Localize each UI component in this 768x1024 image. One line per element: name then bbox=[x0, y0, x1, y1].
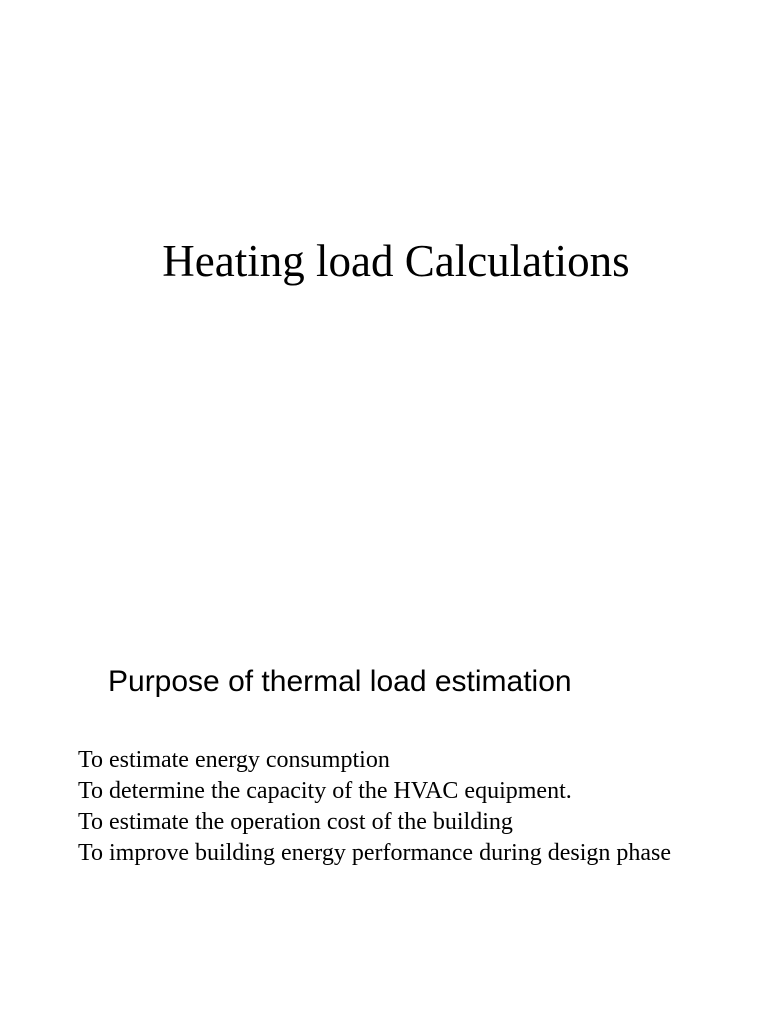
list-item: To estimate energy consumption bbox=[78, 747, 390, 773]
list-item: To improve building energy performance during design phase bbox=[78, 840, 672, 866]
page-title: Heating load Calculations bbox=[162, 236, 630, 286]
list-item: To determine the capacity of the HVAC equipment. bbox=[78, 778, 572, 804]
section-heading: Purpose of thermal load estimation bbox=[108, 665, 572, 698]
list-item: To estimate the operation cost of the building bbox=[78, 809, 513, 835]
purpose-list bbox=[78, 745, 671, 869]
